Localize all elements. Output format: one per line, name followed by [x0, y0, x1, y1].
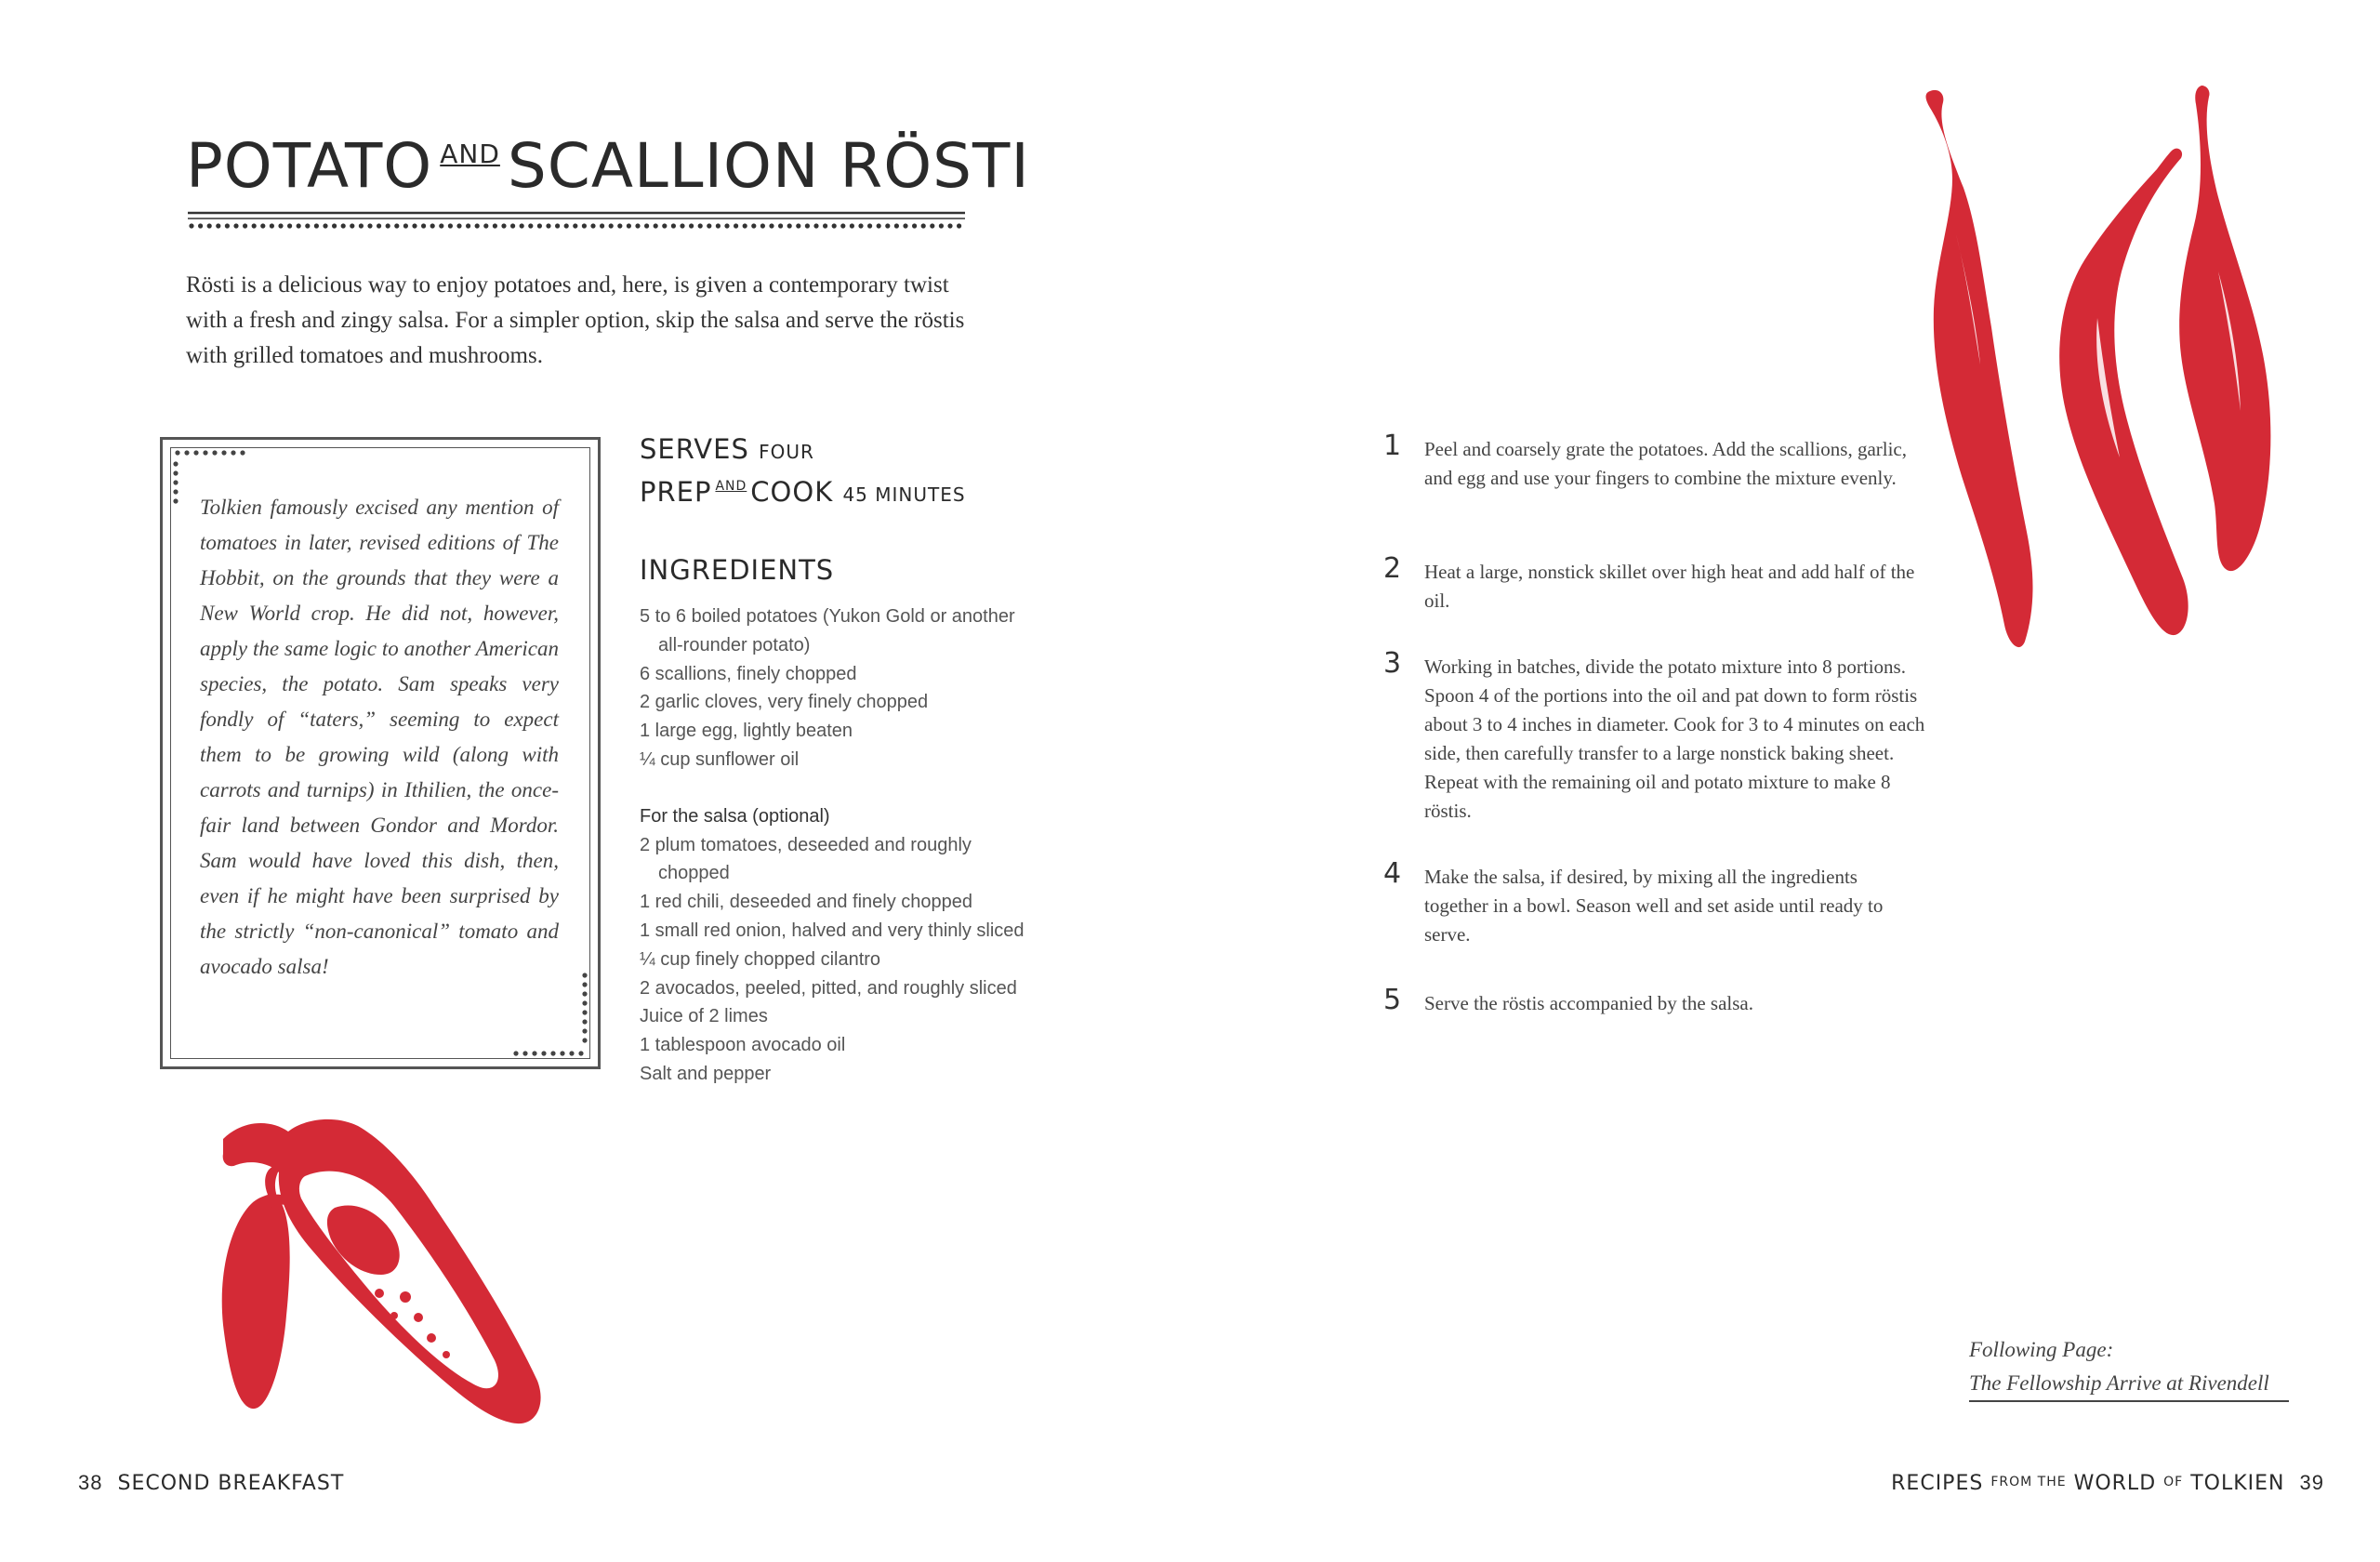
- salsa-item: 1 small red onion, halved and very thinly sliced: [640, 920, 1025, 941]
- title-word-2: SCALLION RÖSTI: [507, 130, 1030, 202]
- step-text: Serve the röstis accompanied by the salsa.: [1424, 992, 1753, 1014]
- footer-word-recipes: RECIPES: [1891, 1472, 1984, 1495]
- right-footer: [1891, 1471, 2324, 1495]
- recipe-meta: [640, 433, 966, 519]
- serves-line: [640, 433, 966, 465]
- ingredient-item: 5 to 6 boiled potatoes (Yukon Gold or another all-rounder potato): [640, 606, 1015, 655]
- halved-bell-pepper-icon: [195, 1111, 586, 1446]
- left-page-number: 38: [78, 1471, 103, 1494]
- following-label: Following Page:: [1969, 1338, 2114, 1361]
- title-divider: [186, 210, 967, 231]
- salsa-heading: For the salsa (optional): [640, 805, 830, 827]
- serves-label: SERVES: [640, 433, 749, 465]
- left-footer-section: SECOND BREAKFAST: [117, 1472, 345, 1495]
- salsa-item: 1 red chili, deseeded and finely chopped: [640, 892, 973, 913]
- step-number: 3: [1383, 647, 1402, 680]
- following-title: The Fellowship Arrive at Rivendell: [1969, 1371, 2269, 1395]
- step-number: 4: [1383, 857, 1402, 890]
- title-word-1: POTATO: [186, 130, 433, 202]
- ingredient-item: 2 garlic cloves, very finely chopped: [640, 692, 929, 713]
- step-text: Make the salsa, if desired, by mixing all the ingredients together in a bowl. Season well and set aside until ready to serve.: [1424, 866, 1884, 946]
- footer-word-of: OF: [2163, 1475, 2184, 1489]
- left-footer: [78, 1471, 344, 1495]
- salsa-item: Salt and pepper: [640, 1063, 772, 1084]
- corner-dots-bottom: [512, 1050, 587, 1057]
- recipe-title: [186, 130, 1030, 202]
- following-underline: [1969, 1400, 2289, 1402]
- sidebar-note-box: [160, 437, 601, 1069]
- recipe-intro: Rösti is a delicious way to enjoy potatoes and, here, is given a contemporary twist with a fresh and zingy salsa. For a simpler option, skip the salsa and serve the röstis with grilled tomatoes and mushrooms.: [186, 272, 965, 368]
- corner-dots-left: [172, 460, 179, 507]
- salsa-item: 1 tablespoon avocado oil: [640, 1035, 846, 1056]
- corner-dots-top: [174, 449, 248, 457]
- footer-word-world: WORLD: [2073, 1472, 2157, 1495]
- footer-word-from-the: FROM THE: [1990, 1475, 2067, 1489]
- salsa-item: ¼ cup finely chopped cilantro: [640, 948, 881, 970]
- sidebar-note-text: Tolkien famously excised any mention of tomatoes in later, revised editions of The Hobbit, on the grounds that they were a New World crop. He did not, however, apply the same logic to another American species, the potato. Sam speaks very fondly of “taters,” seeming to expect them to be growing wild (along with carrots and turnips) in Ithilien, the once-fair land between Gondor and Mordor. Sam would have loved this dish, then, even if he might have been surprised by the strictly “non-canonical” tomato and avocado salsa!: [200, 496, 559, 978]
- right-page-number: 39: [2299, 1471, 2324, 1494]
- serves-value: FOUR: [759, 441, 814, 463]
- salsa-item: 2 plum tomatoes, deseeded and roughly chopped: [640, 834, 972, 884]
- prep-line: [640, 476, 966, 508]
- ingredient-item: ¼ cup sunflower oil: [640, 748, 800, 770]
- prep-and: AND: [715, 479, 747, 494]
- following-page-note: [1969, 1333, 2269, 1400]
- ingredient-item: 6 scallions, finely chopped: [640, 663, 857, 684]
- step-text: Peel and coarsely grate the potatoes. Add the scallions, garlic, and egg and use your fingers to combine the mixture evenly.: [1424, 438, 1908, 489]
- step-number: 2: [1383, 552, 1402, 585]
- footer-word-tolkien: TOLKIEN: [2190, 1472, 2285, 1495]
- ingredients-heading: INGREDIENTS: [640, 554, 835, 586]
- step-number: 5: [1383, 984, 1402, 1016]
- title-and: AND: [440, 139, 500, 169]
- red-chili-pepper-icon: [1911, 86, 2283, 653]
- prep-value: 45 MINUTES: [842, 483, 966, 506]
- salsa-item: Juice of 2 limes: [640, 1006, 768, 1027]
- step-number: 1: [1383, 430, 1402, 462]
- step-text: Working in batches, divide the potato mixture into 8 portions. Spoon 4 of the portions into the oil and pat down to form röstis about 3 to 4 inches in diameter. Cook for 3 to 4 minutes on each side, then carefully transfer to a large nonstick baking sheet. Repeat with the remaining oil and potato mixture to make 8 röstis.: [1424, 655, 1925, 822]
- ingredients-list: [640, 602, 1030, 1089]
- cook-label: COOK: [750, 476, 834, 508]
- step-text: Heat a large, nonstick skillet over high heat and add half of the oil.: [1424, 561, 1915, 612]
- ingredient-item: 1 large egg, lightly beaten: [640, 721, 853, 742]
- corner-dots-right: [581, 972, 588, 1046]
- salsa-item: 2 avocados, peeled, pitted, and roughly sliced: [640, 977, 1017, 999]
- prep-label: PREP: [640, 476, 712, 508]
